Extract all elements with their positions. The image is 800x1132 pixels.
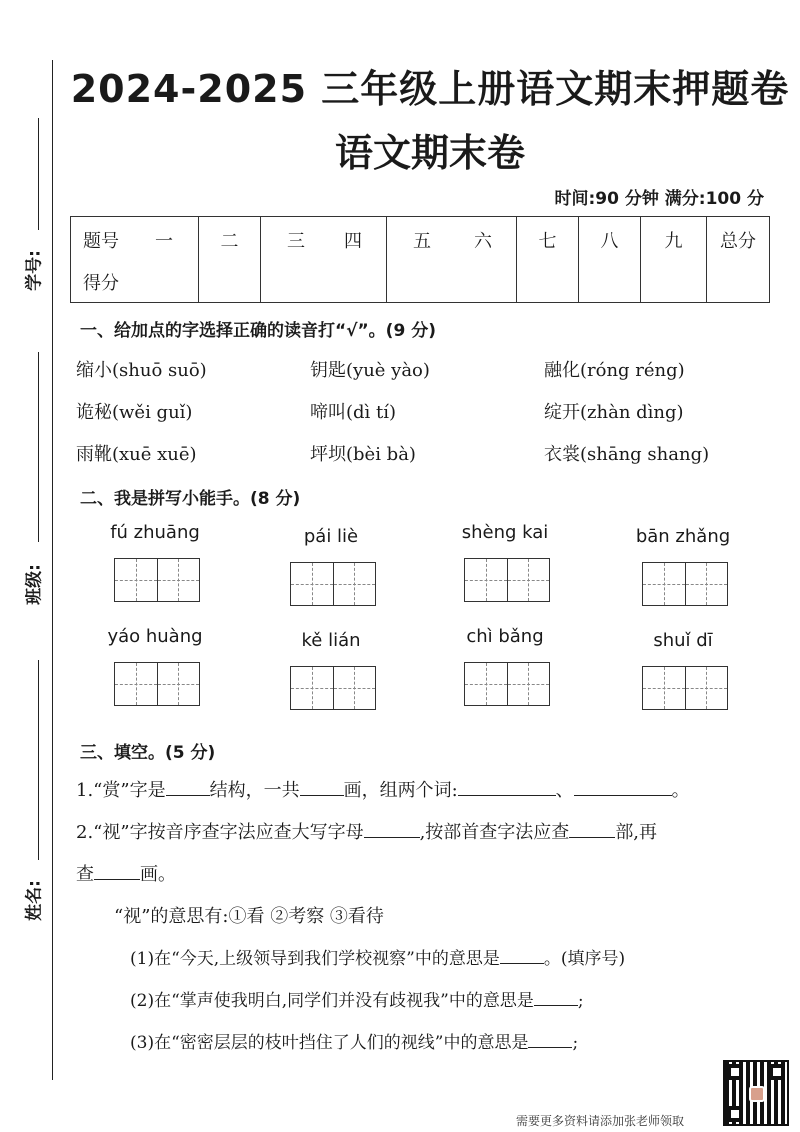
pinyin-text: kě lián — [301, 630, 361, 651]
question-num-4: 四 — [344, 231, 362, 252]
answer-blank[interactable] — [94, 862, 140, 880]
pronunciation-item[interactable]: 绽开(zhàn dìng) — [544, 402, 684, 423]
pronunciation-item[interactable]: 缩小(shuō suō) — [76, 360, 207, 381]
answer-blank[interactable] — [300, 778, 344, 796]
xuehao-line — [38, 118, 39, 230]
question-num-1: 一 — [155, 231, 173, 252]
pronunciation-item[interactable]: 融化(róng réng) — [544, 360, 685, 381]
answer-blank[interactable] — [458, 778, 556, 796]
pinyin-group — [100, 522, 210, 552]
banji-line — [38, 352, 39, 542]
pronunciation-item[interactable]: 衣裳(shāng shang) — [544, 444, 710, 465]
q1-text-c: 画，组两个词: — [343, 780, 458, 801]
pinyin-group — [628, 526, 738, 556]
q1-text-d: 、 — [555, 780, 574, 801]
answer-blank[interactable] — [569, 820, 615, 838]
answer-blank[interactable] — [166, 778, 210, 796]
question-num-8: 八 — [600, 231, 619, 252]
pinyin-text: fú zhuāng — [110, 522, 200, 543]
answer-blank[interactable] — [528, 1030, 572, 1048]
pinyin-group — [276, 526, 386, 556]
q2-text-a: 2.“视”字按音序查字法应查大写字母 — [76, 822, 364, 843]
score-table — [70, 216, 770, 303]
time-score-info: 时间:90 分钟 满分:100 分 — [554, 189, 764, 209]
exam-subtitle: 语文期末卷 — [334, 131, 525, 175]
s3-end: ; — [572, 1033, 579, 1053]
score-header-cell — [71, 217, 199, 303]
answer-blank[interactable] — [574, 778, 672, 796]
section1-title: 一、给加点的字选择正确的读音打“√”。(9 分) — [80, 321, 436, 341]
pinyin-text: chì bǎng — [466, 626, 544, 647]
s1-end: 。(填序号) — [543, 949, 626, 969]
fill-question-2 — [76, 818, 657, 844]
binding-margin-line — [52, 60, 53, 1080]
answer-blank[interactable] — [500, 946, 544, 964]
question-num-6: 六 — [474, 231, 492, 252]
pinyin-group — [450, 626, 560, 656]
fill-question-1 — [76, 776, 690, 802]
writing-grid[interactable] — [464, 558, 550, 602]
q1-text-b: 结构，一共 — [209, 780, 300, 801]
writing-grid[interactable] — [464, 662, 550, 706]
answer-blank[interactable] — [364, 820, 420, 838]
sub-question-2 — [130, 986, 584, 1011]
writing-grid[interactable] — [114, 662, 200, 706]
student-id-label: 学号: — [24, 250, 45, 291]
score-cell-7[interactable] — [517, 217, 579, 303]
answer-blank[interactable] — [534, 988, 578, 1006]
pinyin-group — [628, 630, 738, 660]
score-cell-2[interactable] — [199, 217, 261, 303]
writing-grid[interactable] — [642, 562, 728, 606]
pronunciation-item[interactable]: 啼叫(dì tí) — [310, 402, 397, 423]
pinyin-text: shèng kai — [461, 522, 549, 543]
score-cell-total[interactable] — [707, 217, 770, 303]
question-num-9: 九 — [664, 231, 683, 252]
sub-question-3 — [130, 1028, 578, 1053]
section3-title: 三、填空。(5 分) — [80, 743, 216, 763]
tihao-label: 题号 — [83, 231, 119, 252]
qr-code-icon — [723, 1060, 789, 1126]
pronunciation-item[interactable]: 坪坝(bèi bà) — [310, 444, 416, 465]
writing-grid[interactable] — [114, 558, 200, 602]
q2-text-b: ,按部首查字法应查 — [419, 822, 570, 843]
question-num-5: 五 — [413, 231, 431, 252]
defen-label: 得分 — [83, 273, 119, 294]
score-cell-3-4[interactable] — [261, 217, 387, 303]
pinyin-group — [100, 626, 210, 656]
writing-grid[interactable] — [290, 562, 376, 606]
q1-text-e: 。 — [671, 780, 690, 801]
score-cell-9[interactable] — [641, 217, 707, 303]
xingming-line — [38, 660, 39, 860]
q1-text-a: 1.“赏”字是 — [76, 780, 166, 801]
pinyin-group — [276, 630, 386, 660]
pronunciation-item[interactable]: 钥匙(yuè yào) — [310, 360, 430, 381]
meaning-options: “视”的意思有:①看 ②考察 ③看待 — [114, 906, 384, 927]
pinyin-text: bān zhǎng — [635, 526, 731, 547]
pronunciation-item[interactable]: 诡秘(wěi guǐ) — [76, 402, 193, 423]
q2-text-e: 画。 — [140, 864, 176, 885]
q2-text-c: 部,再 — [615, 822, 658, 843]
fill-question-2-cont — [76, 860, 176, 886]
pinyin-text: yáo huàng — [107, 626, 203, 647]
writing-grid[interactable] — [290, 666, 376, 710]
question-num-2: 二 — [220, 231, 239, 252]
section2-title: 二、我是拼写小能手。(8 分) — [80, 489, 301, 509]
s2-text: (2)在“掌声使我明白,同学们并没有歧视我”中的意思是 — [130, 991, 534, 1011]
score-cell-8[interactable] — [579, 217, 641, 303]
total-label: 总分 — [720, 231, 756, 252]
pinyin-text: pái liè — [303, 526, 359, 547]
s3-text: (3)在“密密层层的枝叶挡住了人们的视线”中的意思是 — [130, 1033, 529, 1053]
name-label: 姓名: — [24, 880, 45, 921]
question-num-3: 三 — [287, 231, 305, 252]
s2-end: ; — [577, 991, 584, 1011]
pinyin-group — [450, 522, 560, 552]
question-num-7: 七 — [538, 231, 557, 252]
pronunciation-item[interactable]: 雨靴(xuē xuē) — [76, 444, 197, 465]
exam-title: 2024-2025 三年级上册语文期末押题卷 — [70, 67, 790, 111]
s1-text: (1)在“今天,上级领导到我们学校视察”中的意思是 — [130, 949, 500, 969]
score-cell-5-6[interactable] — [387, 217, 517, 303]
class-label: 班级: — [24, 564, 45, 605]
q2-text-d: 查 — [76, 864, 94, 885]
footer-note: 需要更多资料请添加张老师领取 — [516, 1114, 685, 1128]
sub-question-1 — [130, 944, 625, 969]
writing-grid[interactable] — [642, 666, 728, 710]
pinyin-text: shuǐ dī — [653, 630, 713, 651]
